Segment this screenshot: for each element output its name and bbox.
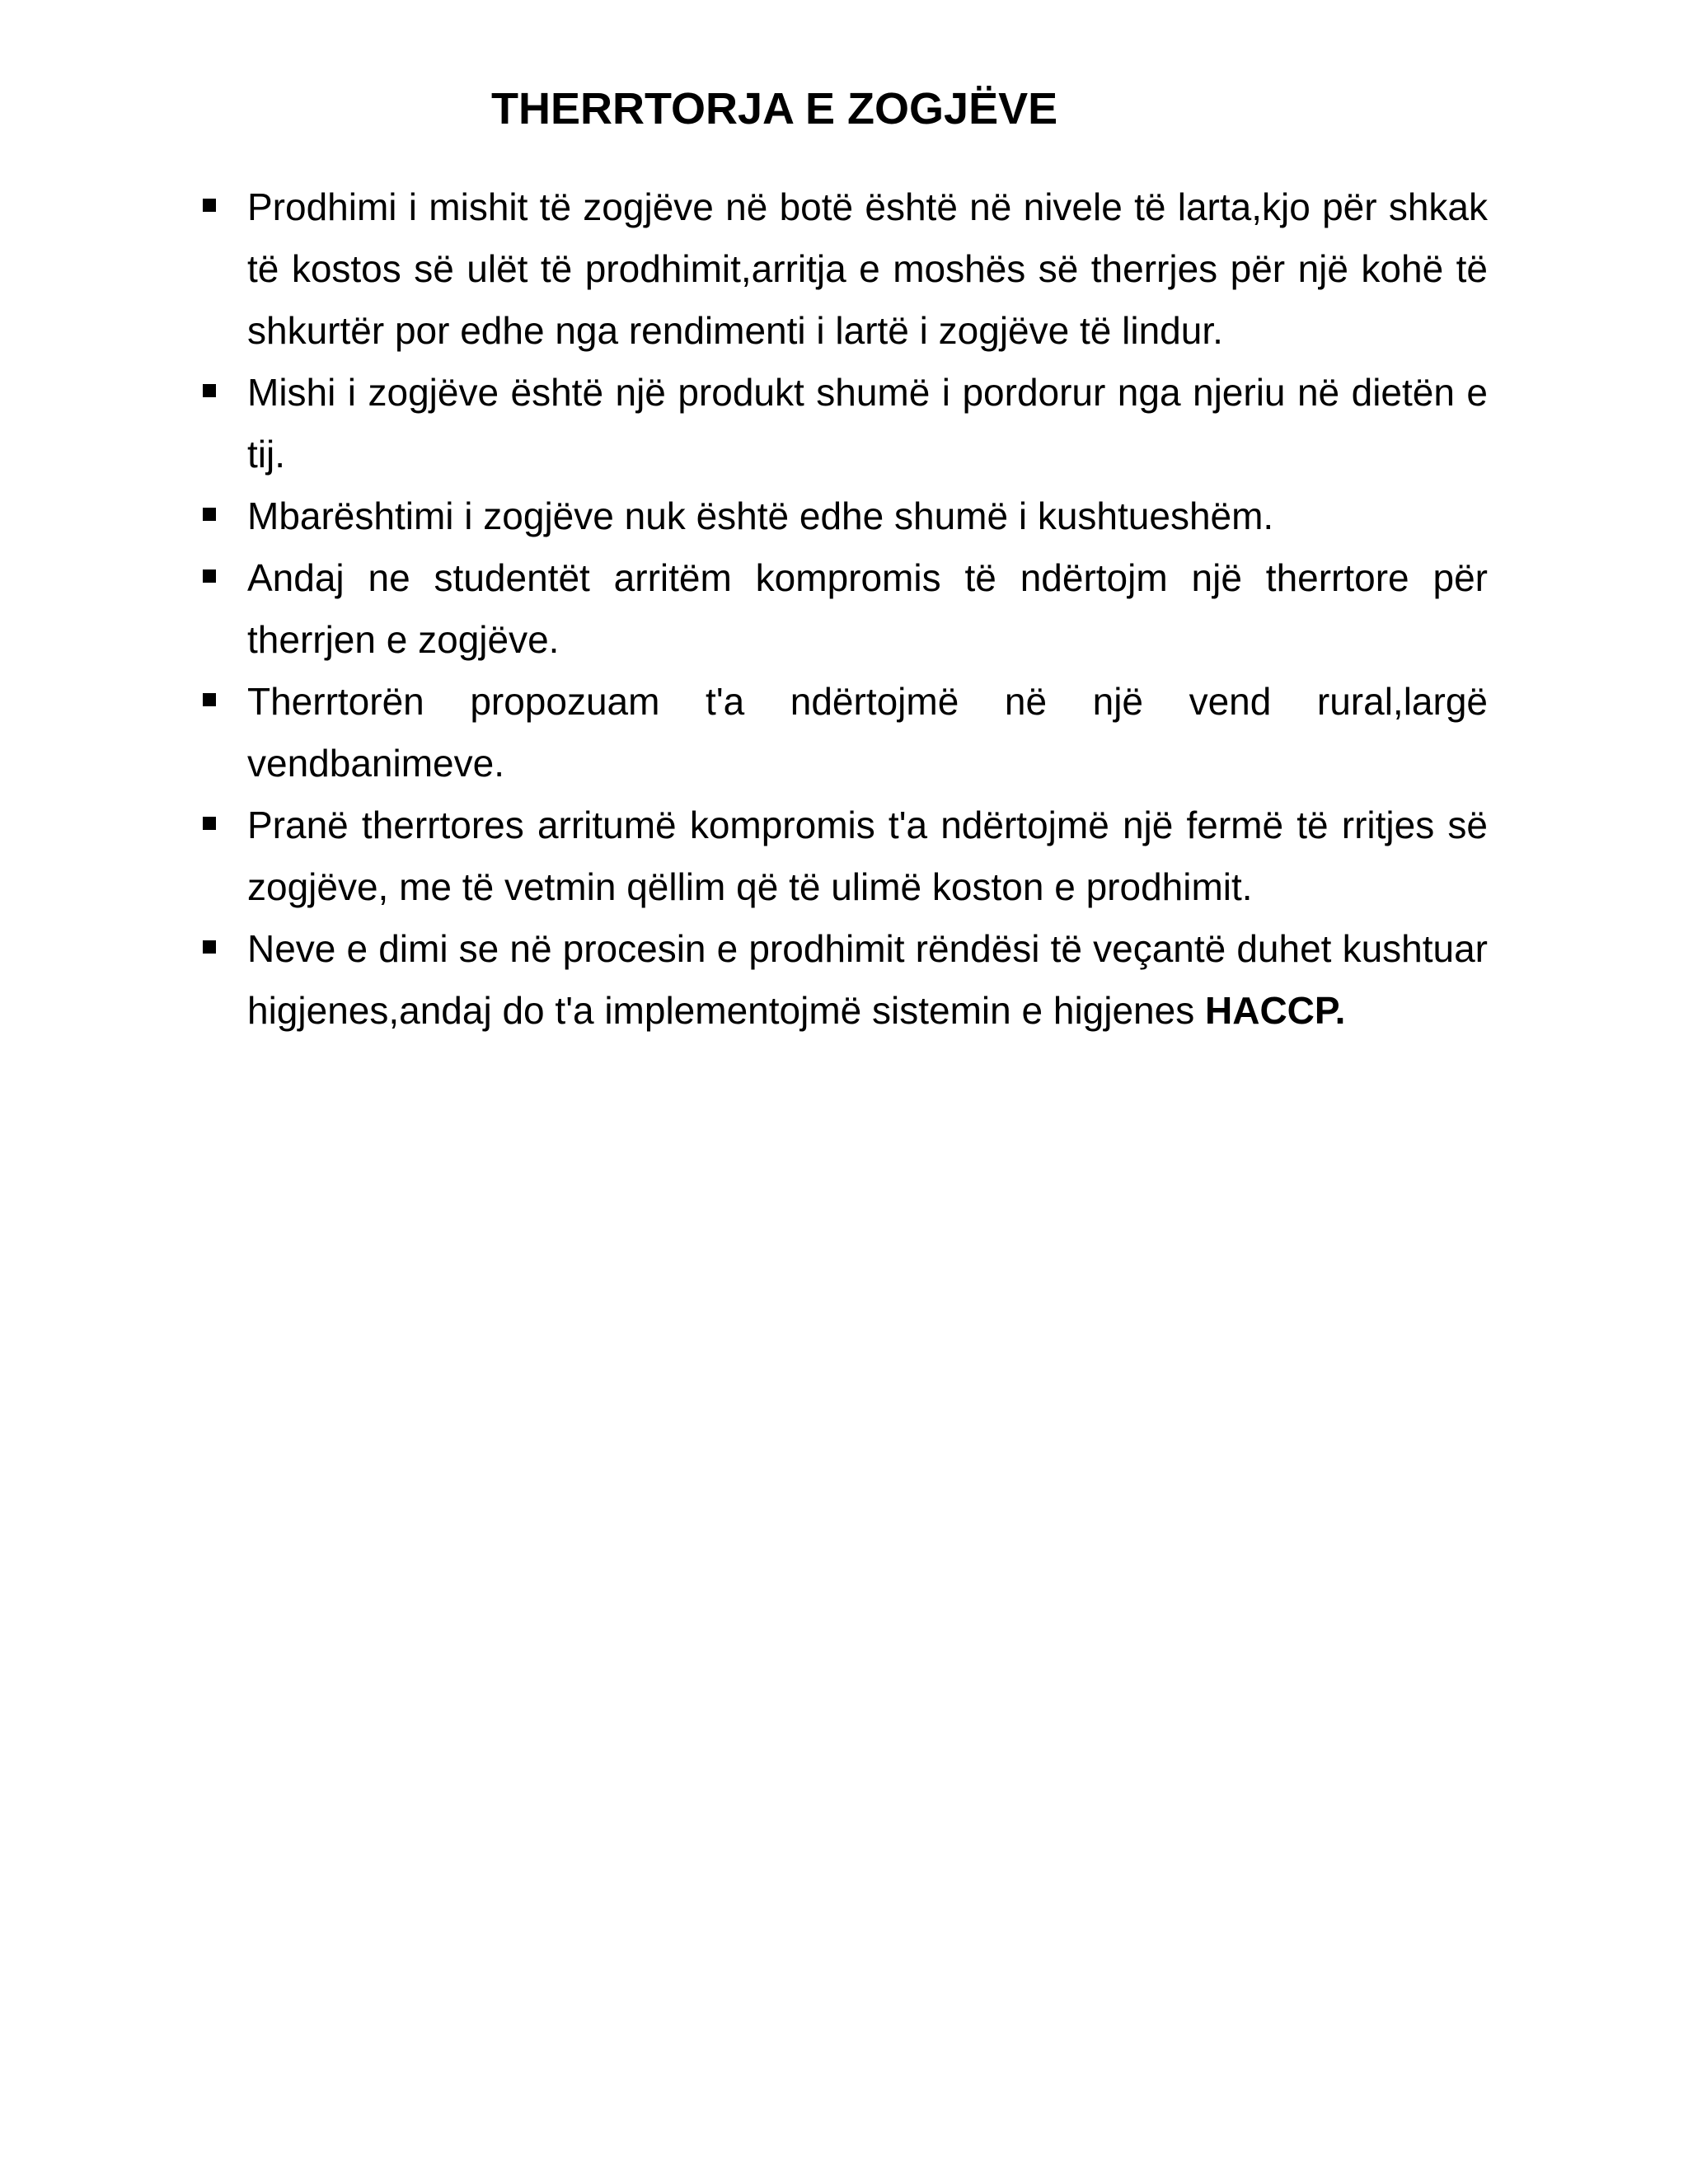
bullet-item [198,176,1488,362]
bullet-text: Andaj ne studentët arritëm kompromis të ndërtojm një therrtore për therrjen e zogjëve. [247,556,1488,661]
bullet-item [198,671,1488,794]
bullet-text: Prodhimi i mishit të zogjëve në botë është në nivele të larta,kjo për shkak të kostos së ulët të prodhimit,arritja e moshës së therrjes për një kohë të shkurtër por edhe nga rendimenti i lartë i zogjëve të lindur. [247,185,1488,352]
square-bullet-icon [203,940,216,954]
square-bullet-icon [203,199,216,212]
square-bullet-icon [203,508,216,521]
haccp-label: HACCP. [1205,989,1346,1032]
bullet-text: Mishi i zogjëve është një produkt shumë i pordorur nga njeriu në dietën e tij. [247,371,1488,476]
square-bullet-icon [203,817,216,830]
bullet-list [198,176,1488,1042]
document-title: THERRTORJA E ZOGJËVE [491,84,1058,134]
bullet-text: Mbarështimi i zogjëve nuk është edhe shumë i kushtueshëm. [247,494,1274,537]
square-bullet-icon [203,384,216,397]
bullet-item [198,918,1488,1042]
square-bullet-icon [203,693,216,706]
bullet-item [198,794,1488,918]
bullet-item [198,547,1488,671]
bullet-text: Therrtorën propozuam tʹa ndërtojmë në një vend rural,largë vendbanimeve. [247,680,1488,785]
bullet-text: Pranë therrtores arritumë kompromis tʹa ndërtojmë një fermë të rritjes së zogjëve, me të vetmin qëllim që të ulimë koston e prodhimit. [247,804,1488,908]
bullet-item [198,362,1488,485]
bullet-text: Neve e dimi se në procesin e prodhimit rëndësi të veçantë duhet kushtuar higjenes,andaj do tʹa implementojmë sistemin e higjenes [247,927,1488,1032]
square-bullet-icon [203,569,216,583]
bullet-item [198,485,1488,547]
